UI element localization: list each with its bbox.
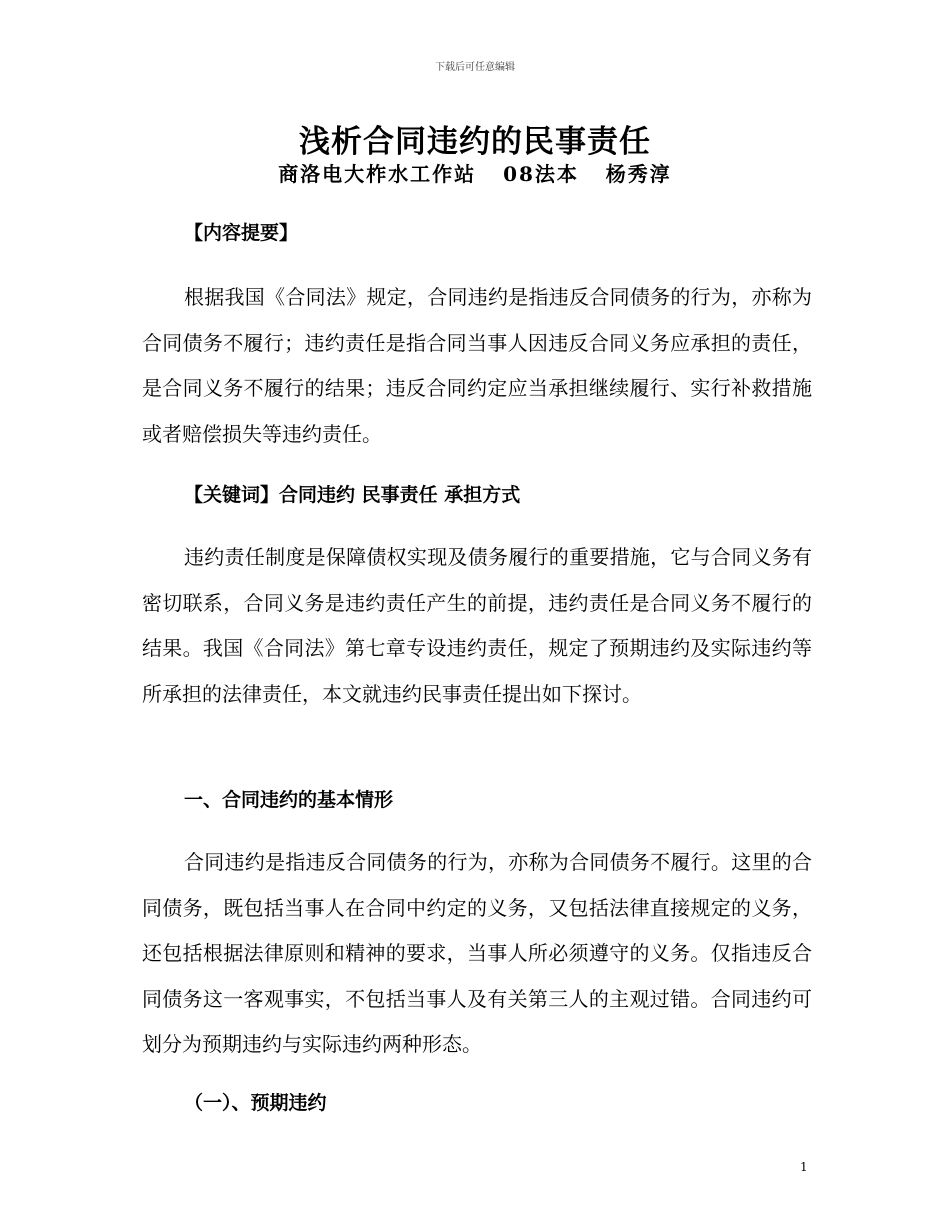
page-number: 1	[800, 1160, 808, 1174]
section-1-paragraph: 合同违约是指违反合同债务的行为，亦称为合同债务不履行。这里的合同债务，既包括当事人在合同中约定的义务，又包括法律直接规定的义务，还包括根据法律原则和精神的要求，当事人所必须遵守的义务。仅指违反合同债务这一客观事实，不包括当事人及有关第三人的主观过错。合同违约可划分为预期违约与实际违约两种形态。	[142, 850, 812, 1056]
intro-paragraph: 违约责任制度是保障债权实现及债务履行的重要措施，它与合同义务有密切联系，合同义务是违约责任产生的前提，违约责任是合同义务不履行的结果。我国《合同法》第七章专设违约责任，规定了预期违约及实际违约等所承担的法律责任，本文就违约民事责任提出如下探讨。	[142, 545, 812, 706]
header-note: 下载后可任意编辑	[435, 62, 515, 73]
keywords-line: 【关键词】合同违约 民事责任 承担方式	[184, 484, 521, 506]
document-title: 浅析合同违约的民事责任	[299, 124, 651, 160]
subsection-heading-1: （一）、预期违约	[184, 1092, 327, 1114]
abstract-paragraph: 根据我国《合同法》规定，合同违约是指违反合同债务的行为，亦称为合同债务不履行；违约责任是指合同当事人因违反合同义务应承担的责任，是合同义务不履行的结果；违反合同约定应当承担继续履行、实行补救措施或者赔偿损失等违约责任。	[142, 285, 812, 446]
abstract-heading: 【内容提要】	[184, 222, 299, 244]
author-line: 商洛电大柞水工作站 08法本 杨秀淳	[278, 162, 672, 186]
section-heading-1: 一、合同违约的基本情形	[184, 789, 394, 811]
